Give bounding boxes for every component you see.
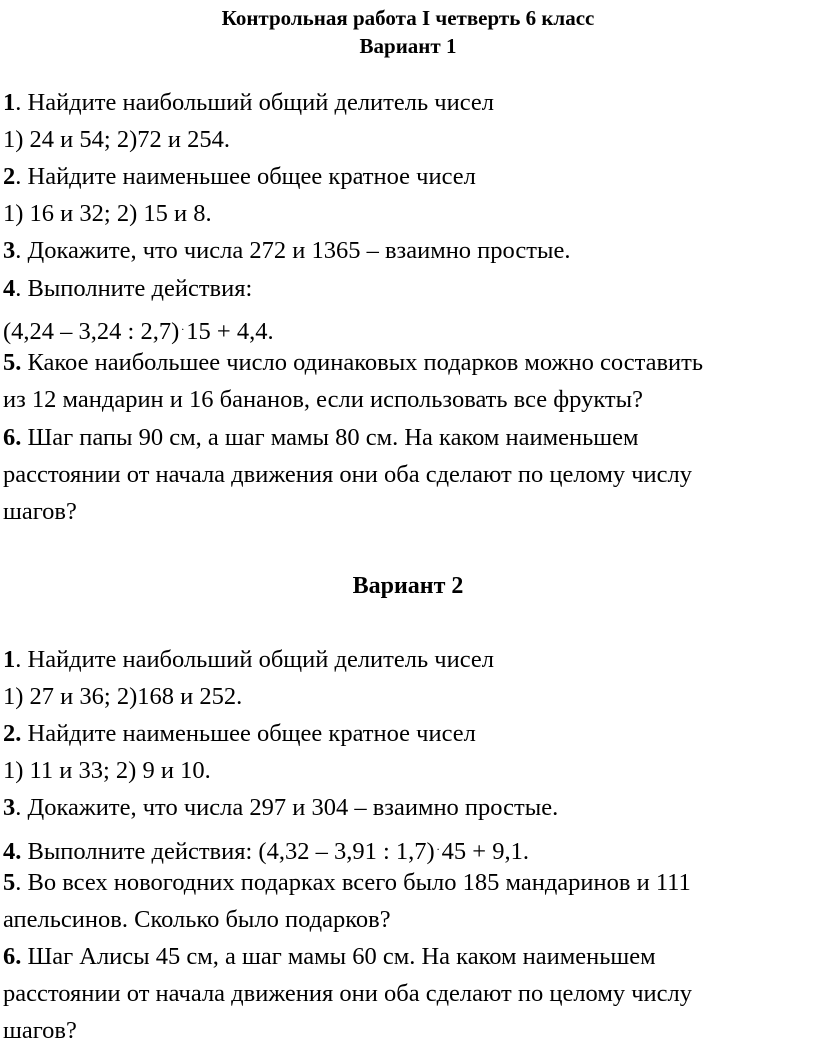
v1-q4-number: 4: [3, 275, 16, 302]
v2-question-1: [3, 645, 494, 675]
v1-q6-text-1: Шаг папы 90 см, а шаг мамы 80 см. На каком наименьшем: [21, 424, 639, 451]
v2-q5-number: 5: [3, 869, 16, 896]
v2-q4-multiply-dot: .: [436, 839, 440, 853]
v2-q1-number: 1: [3, 646, 16, 673]
v2-q6-text-1: Шаг Алисы 45 см, а шаг мамы 60 см. На каком наименьшем: [21, 943, 656, 970]
v1-q2-text: . Найдите наименьшее общее кратное чисел: [15, 163, 476, 190]
v1-question-5: [3, 348, 703, 378]
v1-q6-text-2: расстоянии от начала движения они оба сделают по целому числу: [3, 461, 692, 488]
v2-question-5: [3, 868, 691, 898]
v2-q2-items: 1) 11 и 33; 2) 9 и 10.: [3, 757, 211, 784]
v1-q4-expr-a: (4,24 – 3,24 : 2,7): [3, 318, 180, 345]
v2-q5-text-1: . Во всех новогодних подарках всего было 185 мандаринов и 111: [15, 869, 691, 896]
v1-q6-number: 6.: [3, 424, 22, 451]
v2-q4-text-a: Выполните действия: (4,32 – 3,91 : 1,7): [21, 838, 435, 865]
v1-q1-text: . Найдите наибольший общий делитель чисел: [15, 89, 494, 116]
variant-1-heading: Вариант 1: [359, 34, 457, 58]
v1-q3-text: . Докажите, что числа 272 и 1365 – взаимно простые.: [15, 237, 571, 264]
v1-q4-multiply-dot: .: [181, 319, 185, 333]
v2-q1-text: . Найдите наибольший общий делитель чисел: [15, 646, 494, 673]
v1-q2-number: 2: [3, 163, 16, 190]
v2-q5-text-2: апельсинов. Сколько было подарков?: [3, 906, 391, 933]
v2-q3-text: . Докажите, что числа 297 и 304 – взаимно простые.: [15, 794, 559, 821]
v2-q1-items: 1) 27 и 36; 2)168 и 252.: [3, 683, 243, 710]
v2-q4-text-b: 45 + 9,1.: [441, 838, 529, 865]
v2-q2-text: Найдите наименьшее общее кратное чисел: [21, 720, 476, 747]
v1-q2-items: 1) 16 и 32; 2) 15 и 8.: [3, 200, 212, 227]
v2-question-2: [3, 719, 476, 749]
v2-question-6: [3, 942, 656, 972]
v1-q3-number: 3: [3, 237, 16, 264]
v1-q4-text: . Выполните действия:: [15, 275, 253, 302]
v1-question-2: [3, 162, 476, 192]
v1-question-6: [3, 423, 639, 453]
v2-q6-number: 6.: [3, 943, 22, 970]
v1-question-3: [3, 236, 570, 266]
v1-q5-text-1: Какое наибольшее число одинаковых подарков можно составить: [21, 349, 704, 376]
v1-q4-expression: [3, 311, 274, 347]
v1-question-4: [3, 274, 252, 304]
document-title: Контрольная работа I четверть 6 класс: [221, 6, 595, 30]
v1-q5-text-2: из 12 мандарин и 16 бананов, если использовать все фрукты?: [3, 386, 643, 413]
variant-2-heading: Вариант 2: [352, 573, 464, 599]
v2-q4-number: 4.: [3, 838, 22, 865]
v1-q1-items: 1) 24 и 54; 2)72 и 254.: [3, 126, 230, 153]
v1-q6-text-3: шагов?: [3, 498, 77, 525]
v2-q6-text-3: шагов?: [3, 1017, 77, 1044]
v1-q5-number: 5.: [3, 349, 22, 376]
v2-q6-text-2: расстоянии от начала движения они оба сделают по целому числу: [3, 980, 692, 1007]
v1-q1-number: 1: [3, 89, 16, 116]
v1-q4-expr-b: 15 + 4,4.: [186, 318, 274, 345]
v2-question-4: [3, 831, 529, 867]
v2-q2-number: 2.: [3, 720, 22, 747]
v2-question-3: [3, 793, 558, 823]
v1-question-1: [3, 88, 494, 118]
v2-q3-number: 3: [3, 794, 16, 821]
